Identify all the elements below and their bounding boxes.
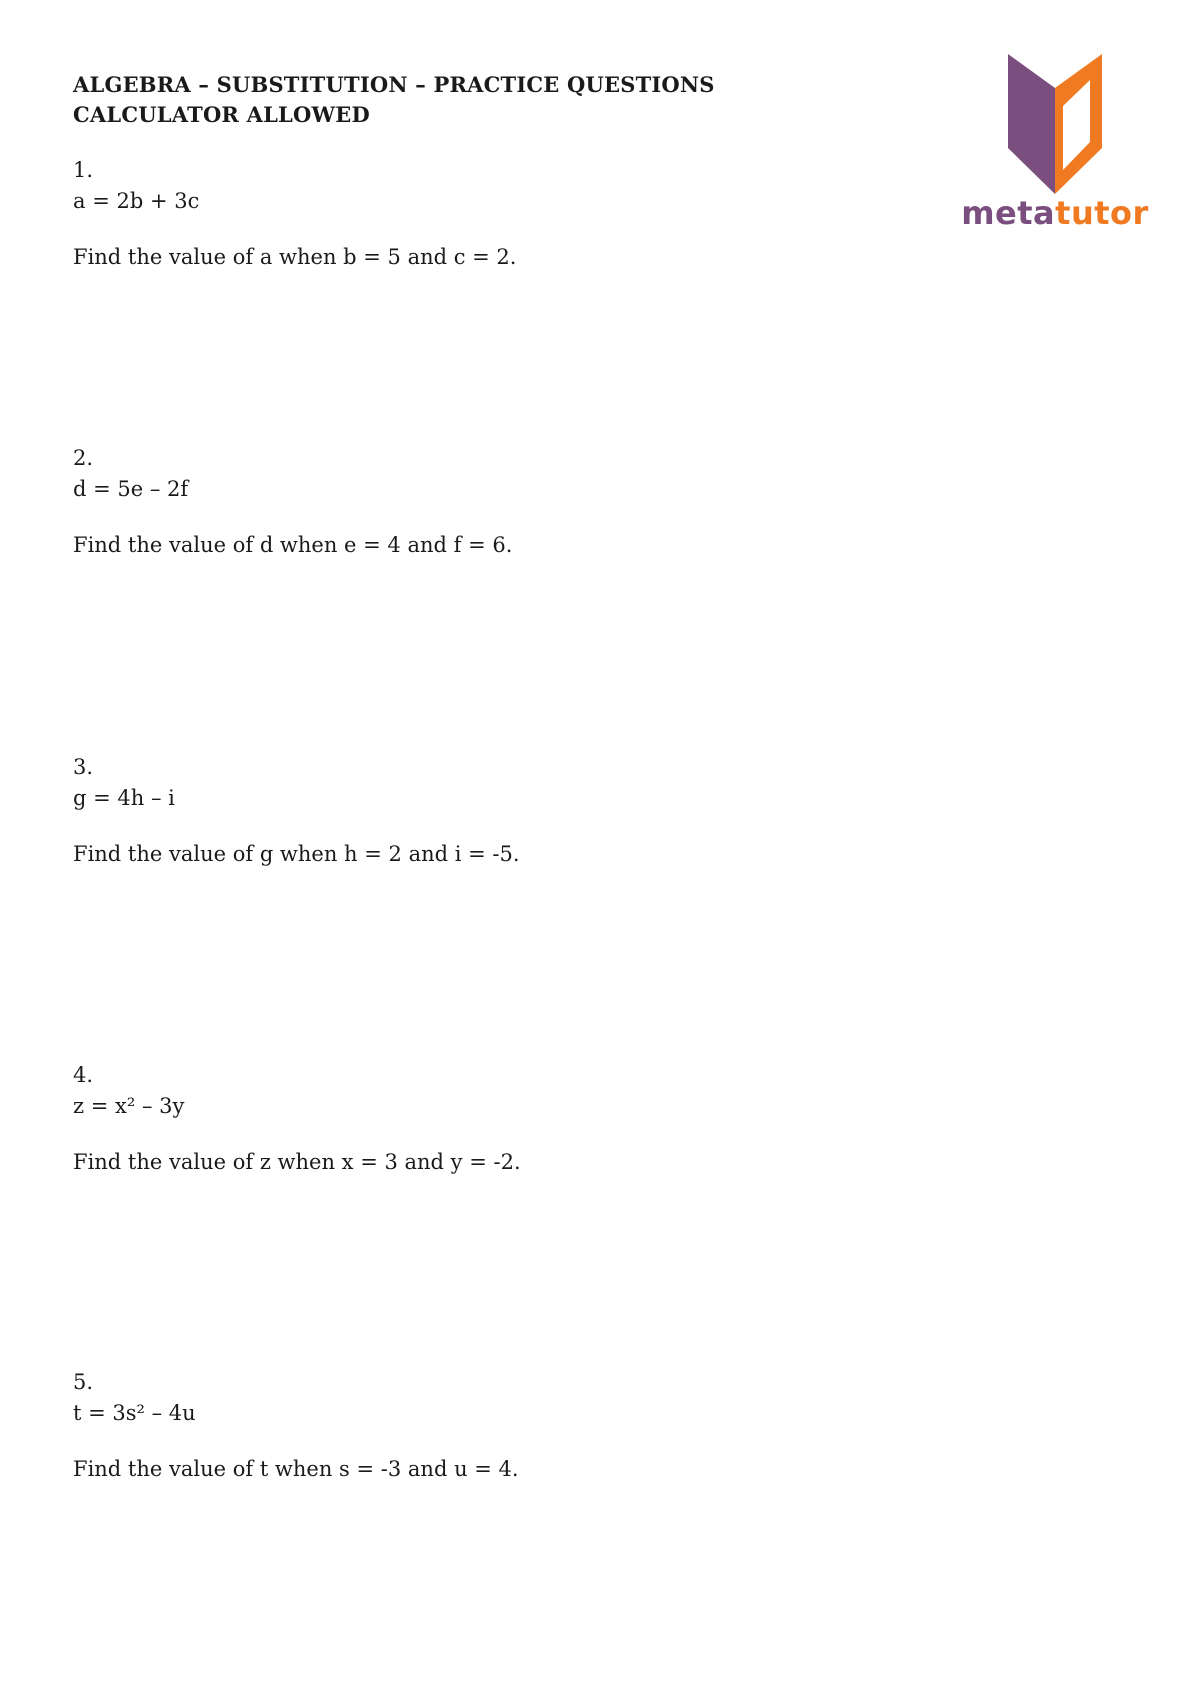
question-formula: t = 3s² – 4u [73,1401,196,1425]
question-formula: a = 2b + 3c [73,189,200,213]
logo-word-tutor: tutor [1055,194,1149,232]
question-formula: g = 4h – i [73,786,175,810]
question-prompt: Find the value of d when e = 4 and f = 6. [73,533,513,557]
question-formula: d = 5e – 2f [73,477,189,501]
question-1 [73,155,873,273]
question-prompt: Find the value of a when b = 5 and c = 2. [73,245,517,269]
metatutor-logo [955,48,1155,238]
question-4 [73,1060,873,1178]
question-number: 2. [73,446,94,470]
question-number: 5. [73,1370,94,1394]
question-prompt: Find the value of z when x = 3 and y = -2. [73,1150,521,1174]
question-5 [73,1367,873,1485]
question-number: 1. [73,158,94,182]
question-3 [73,752,873,870]
question-number: 4. [73,1063,94,1087]
metatutor-logo-icon [1000,48,1110,198]
worksheet-header [73,70,853,130]
question-prompt: Find the value of g when h = 2 and i = -5. [73,842,520,866]
worksheet-title: ALGEBRA – SUBSTITUTION – PRACTICE QUESTIONS [73,72,715,97]
question-formula: z = x² – 3y [73,1094,185,1118]
question-prompt: Find the value of t when s = -3 and u = 4. [73,1457,519,1481]
worksheet-subtitle: CALCULATOR ALLOWED [73,102,370,127]
logo-word-meta: meta [961,194,1056,232]
logo-wordmark [955,193,1155,233]
question-number: 3. [73,755,94,779]
question-2 [73,443,873,561]
